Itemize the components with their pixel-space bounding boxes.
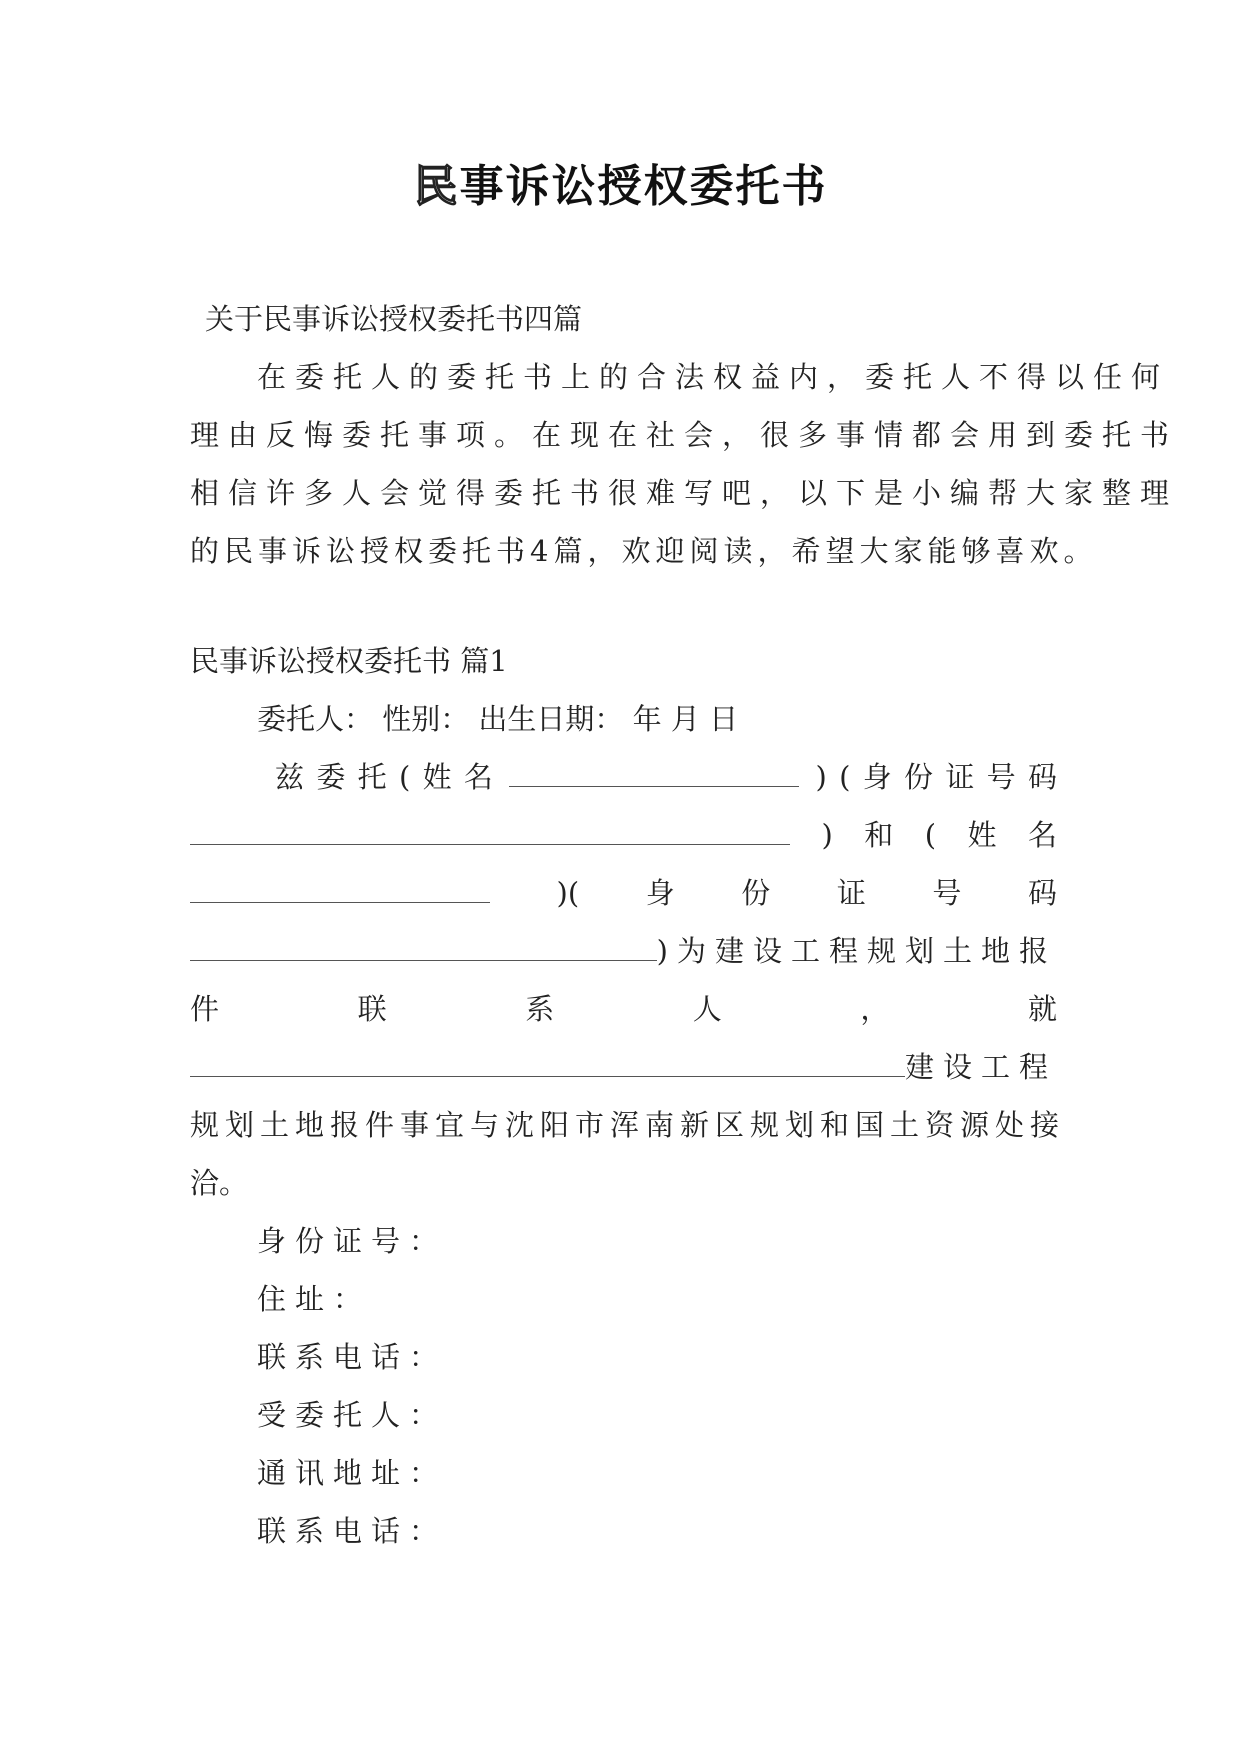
entrust-char: 人 bbox=[692, 992, 722, 1026]
entrust-char: ， bbox=[860, 992, 890, 1026]
subtitle: 关于民事诉讼授权委托书四篇 bbox=[205, 302, 583, 336]
field-mailing-address: 通讯地址： bbox=[257, 1456, 448, 1490]
entrust-char: 号 bbox=[986, 760, 1016, 794]
entrust-char: 和 bbox=[864, 818, 894, 852]
entrust-char: 证 bbox=[945, 760, 975, 794]
entrust-row-1 bbox=[275, 748, 1057, 806]
name-blank-2[interactable] bbox=[190, 870, 490, 903]
entrust-char: 联 bbox=[357, 992, 387, 1026]
principal-line: 委托人： 性别： 出生日期： 年 月 日 bbox=[257, 702, 739, 736]
intro-line-4: 的民事诉讼授权委托书4篇，欢迎阅读，希望大家能够喜欢。 bbox=[190, 534, 1098, 568]
entrust-char: ( bbox=[398, 760, 411, 794]
entrust-char: ) bbox=[821, 818, 833, 852]
intro-line-3: 相信许多人会觉得委托书很难写吧，以下是小编帮大家整理 bbox=[190, 476, 1179, 510]
field-id-number: 身份证号： bbox=[257, 1224, 448, 1258]
entrust-char: 码 bbox=[1027, 876, 1057, 910]
field-agent-phone: 联系电话： bbox=[257, 1514, 448, 1548]
entrust-char: 托 bbox=[357, 760, 387, 794]
field-phone: 联系电话： bbox=[257, 1340, 448, 1374]
entrust-char: 委 bbox=[316, 760, 346, 794]
entrust-row-4 bbox=[190, 922, 1057, 980]
entrust-text: )为建设工程规划土地报 bbox=[656, 934, 1057, 968]
matter-blank[interactable] bbox=[190, 1044, 905, 1077]
entrust-row-3 bbox=[190, 864, 1057, 922]
entrust-char: ) bbox=[815, 760, 827, 794]
id-number-blank-2[interactable] bbox=[190, 928, 657, 961]
entrust-char: 码 bbox=[1027, 760, 1057, 794]
entrust-text: 建设工程 bbox=[904, 1050, 1057, 1084]
entrust-row-8: 洽。 bbox=[190, 1166, 249, 1200]
entrust-char: 证 bbox=[836, 876, 866, 910]
entrust-char: 名 bbox=[1027, 818, 1057, 852]
entrust-char: 姓 bbox=[967, 818, 997, 852]
entrust-char: )( bbox=[556, 876, 580, 910]
entrust-char: 姓 bbox=[422, 760, 452, 794]
entrust-char: 就 bbox=[1027, 992, 1057, 1026]
entrust-char: ( bbox=[924, 818, 937, 852]
document-title bbox=[0, 150, 1241, 214]
entrust-row-7: 规划土地报件事宜与沈阳市浑南新区规划和国土资源处接 bbox=[190, 1108, 1066, 1142]
intro-line-1: 在委托人的委托书上的合法权益内，委托人不得以任何 bbox=[257, 360, 1170, 394]
entrust-char: 身 bbox=[645, 876, 675, 910]
intro-line-2: 理由反悔委托事项。在现在社会，很多事情都会用到委托书 bbox=[190, 418, 1179, 452]
entrust-char: 系 bbox=[525, 992, 555, 1026]
entrust-row-5 bbox=[190, 980, 1057, 1038]
entrust-row-6 bbox=[190, 1038, 1057, 1096]
entrust-char: 份 bbox=[741, 876, 771, 910]
field-address: 住址： bbox=[257, 1282, 372, 1316]
entrust-char: 份 bbox=[904, 760, 934, 794]
entrust-char: ( bbox=[839, 760, 851, 794]
entrust-char: 身 bbox=[862, 760, 892, 794]
entrust-char: 名 bbox=[463, 760, 493, 794]
id-number-blank-1[interactable] bbox=[190, 812, 790, 845]
title-first-char: 民 bbox=[413, 161, 460, 212]
name-blank-1[interactable] bbox=[509, 754, 799, 787]
entrust-char: 兹 bbox=[275, 760, 305, 794]
field-agent: 受委托人： bbox=[257, 1398, 448, 1432]
section-heading: 民事诉讼授权委托书 篇1 bbox=[190, 644, 508, 678]
entrust-row-2 bbox=[190, 806, 1057, 864]
title-rest: 事诉讼授权委托书 bbox=[459, 161, 828, 212]
entrust-char: 件 bbox=[190, 992, 220, 1026]
entrust-char: 号 bbox=[932, 876, 962, 910]
